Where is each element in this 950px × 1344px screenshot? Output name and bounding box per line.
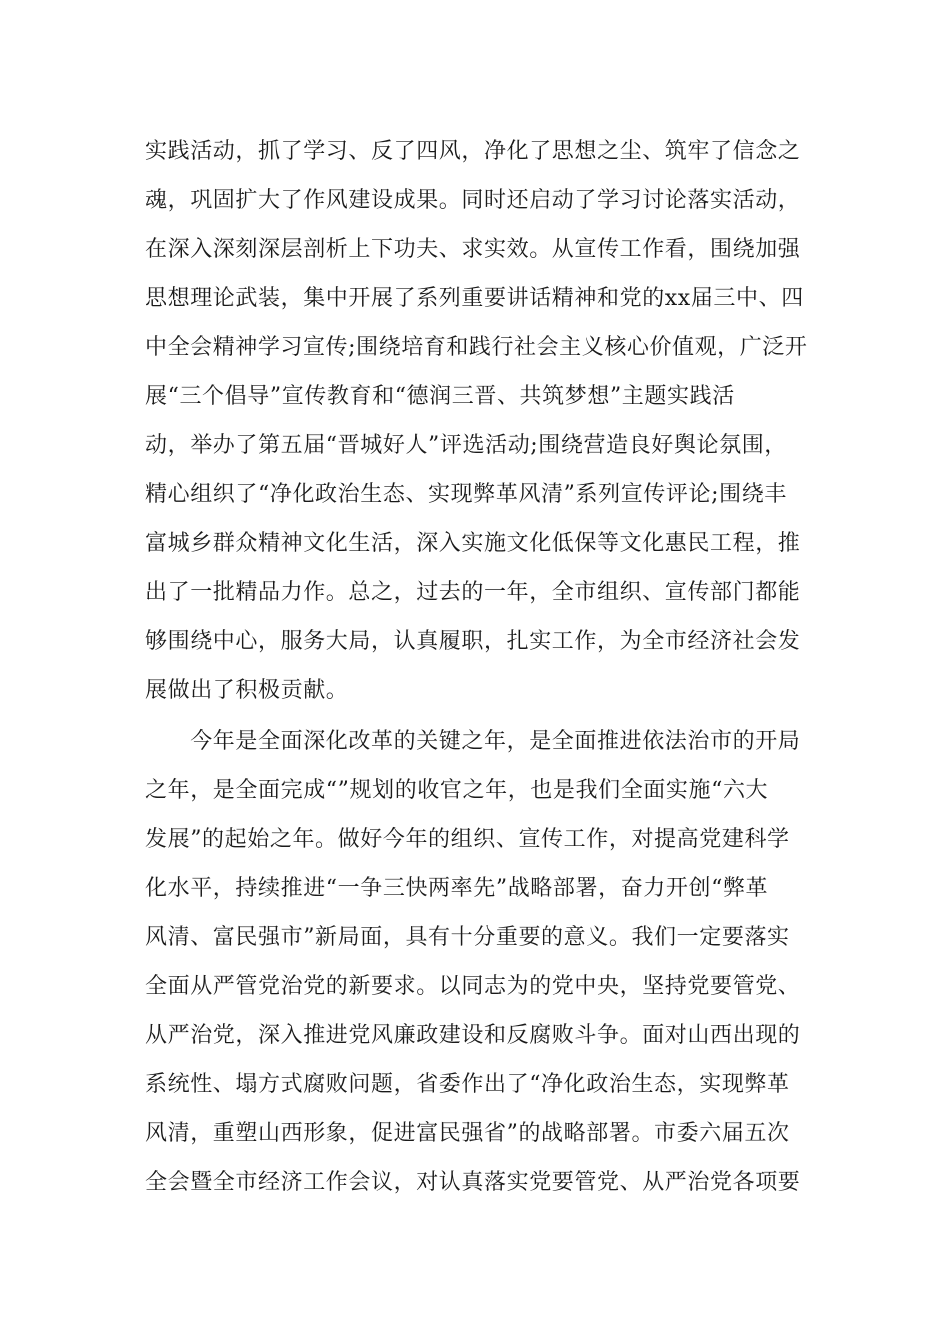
text-line: 全面从严管党治党的新要求。以同志为的党中央，坚持党要管党、 [145, 974, 801, 999]
text-line: 系统性、塌方式腐败问题，省委作出了“净化政治生态，实现弊革 [145, 1072, 790, 1097]
text-line: 在深入深刻深层剖析上下功夫、求实效。从宣传工作看，围绕加强 [145, 237, 801, 262]
text-line: 全会暨全市经济工作会议，对认真落实党要管党、从严治党各项要 [145, 1170, 801, 1195]
text-line: 今年是全面深化改革的关键之年，是全面推进依法治市的开局 [145, 729, 801, 754]
text-line: 中全会精神学习宣传;围绕培育和践行社会主义核心价值观，广泛开 [145, 335, 808, 360]
text-line: 化水平，持续推进“一争三快两率先”战略部署，奋力开创“弊革 [145, 876, 769, 901]
text-line: 发展”的起始之年。做好今年的组织、宣传工作，对提高党建科学 [145, 827, 790, 852]
text-line: 展“三个倡导”宣传教育和“德润三晋、共筑梦想”主题实践活 [145, 384, 735, 409]
text-line: 出了一批精品力作。总之，过去的一年，全市组织、宣传部门都能 [145, 580, 801, 605]
text-line: 风清、富民强市”新局面，具有十分重要的意义。我们一定要落实 [145, 925, 790, 950]
text-line: 从严治党，深入推进党风廉政建设和反腐败斗争。面对山西出现的 [145, 1023, 801, 1048]
text-line: 思想理论武装，集中开展了系列重要讲话精神和党的xx届三中、四 [145, 286, 804, 311]
text-line: 实践活动，抓了学习、反了四风，净化了思想之尘、筑牢了信念之 [145, 139, 801, 164]
text-line: 魂，巩固扩大了作风建设成果。同时还启动了学习讨论落实活动， [145, 188, 801, 213]
text-line: 之年，是全面完成“”规划的收官之年，也是我们全面实施“六大 [145, 778, 769, 803]
text-line: 展做出了积极贡献。 [145, 678, 349, 703]
text-line: 动，举办了第五届“晋城好人”评选活动;围绕营造良好舆论氛围， [145, 433, 787, 458]
text-line: 精心组织了“净化政治生态、实现弊革风清”系列宣传评论;围绕丰 [145, 482, 787, 507]
text-line: 风清，重塑山西形象，促进富民强省”的战略部署。市委六届五次 [145, 1121, 790, 1146]
text-line: 够围绕中心，服务大局，认真履职，扎实工作，为全市经济社会发 [145, 629, 801, 654]
text-line: 富城乡群众精神文化生活，深入实施文化低保等文化惠民工程，推 [145, 531, 801, 556]
